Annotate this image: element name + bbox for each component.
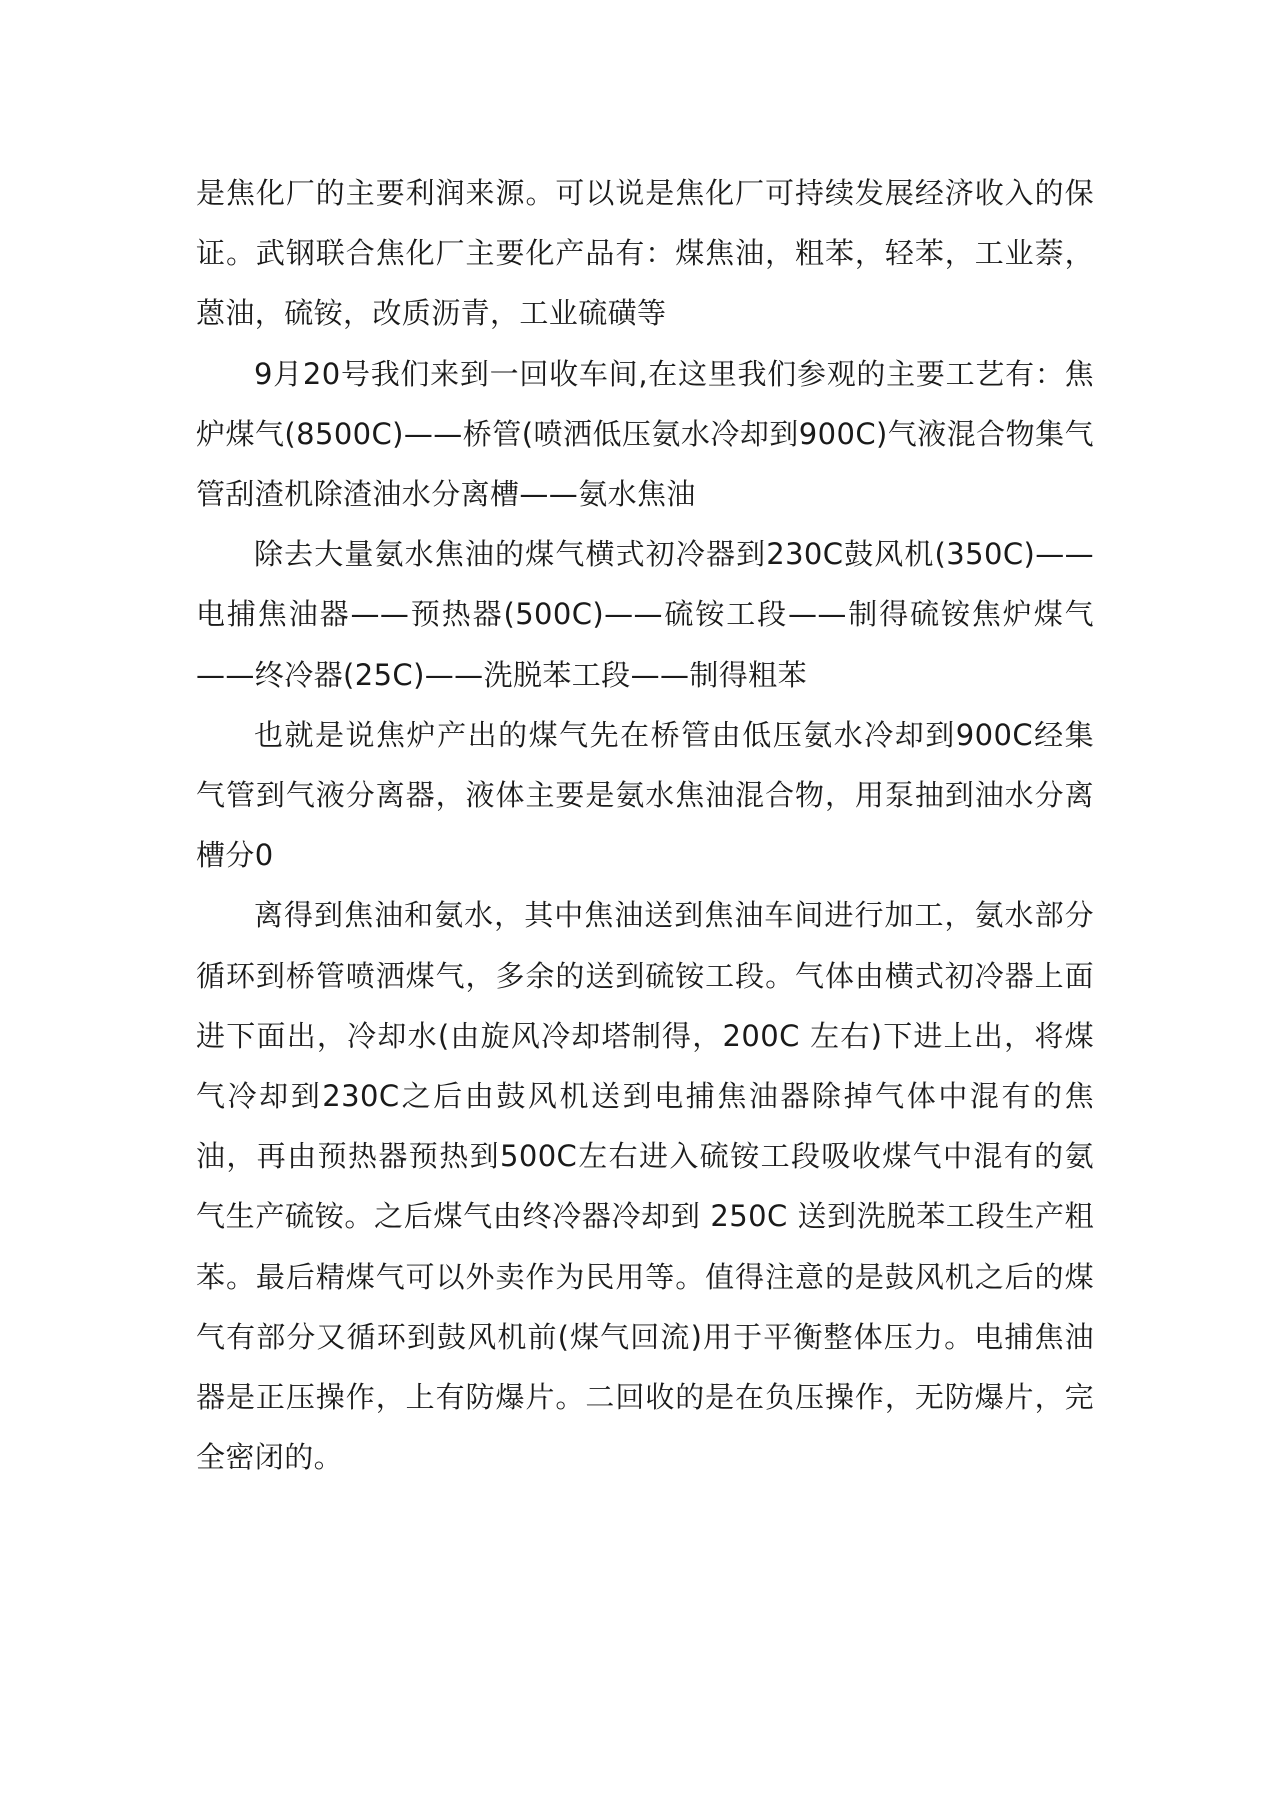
paragraph-gas-cooling: 也就是说焦炉产出的煤气先在桥管由低压氨水冷却到900C经集气管到气液分离器，液体主要是氨水焦油混合物，用泵抽到油水分离槽分0: [196, 717, 1094, 873]
paragraph-workshop-visit: 9月20号我们来到一回收车间,在这里我们参观的主要工艺有：焦炉煤气(8500C)——桥管(喷洒低压氨水冷却到900C)气液混合物集气管刮渣机除渣油水分离槽——氨水焦油: [196, 356, 1094, 512]
document-body: [196, 163, 1094, 1487]
paragraph-coking-products: 是焦化厂的主要利润来源。可以说是焦化厂可持续发展经济收入的保证。武钢联合焦化厂主要化产品有：煤焦油，粗苯，轻苯，工业萘，蒽油，硫铵，改质沥青，工业硫磺等: [196, 176, 1094, 331]
paragraph-separation-details: 离得到焦油和氨水，其中焦油送到焦油车间进行加工，氨水部分循环到桥管喷洒煤气，多余的送到硫铵工段。气体由横式初冷器上面进下面出，冷却水(由旋风冷却塔制得，200C 左右)下进上出，将煤气冷却到230C之后由鼓风机送到电捕焦油器除掉气体中混有的焦油，再由预热器预热到500C左右进入硫铵工段吸收煤气中混有的氨气生产硫铵。之后煤气由终冷器冷却到 250C 送到洗脱苯工段生产粗苯。最后精煤气可以外卖作为民用等。值得注意的是鼓风机之后的煤气有部分又循环到鼓风机前(煤气回流)用于平衡整体压力。电捕焦油器是正压操作，上有防爆片。二回收的是在负压操作，无防爆片，完全密闭的。: [196, 898, 1094, 1475]
paragraph-process-flow: 除去大量氨水焦油的煤气横式初冷器到230C鼓风机(350C)——电捕焦油器——预热器(500C)——硫铵工段——制得硫铵焦炉煤气——终冷器(25C)——洗脱苯工段——制得粗苯: [196, 537, 1094, 692]
